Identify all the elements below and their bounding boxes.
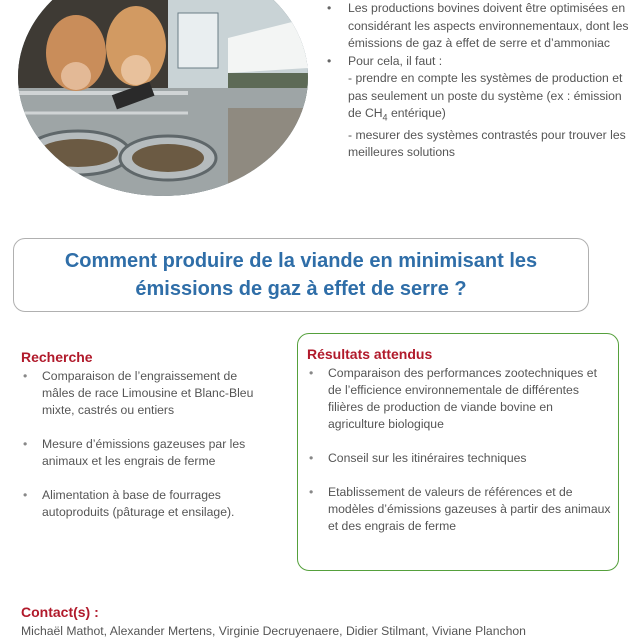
bullet-icon: • [327, 1, 332, 15]
bullet-icon: • [309, 366, 314, 380]
bullet-icon: • [23, 437, 28, 451]
resultats-item: • Comparaison des performances zootechniques et de l’efficience environnementale de différentes filières de production de viande bovine en agriculture biologique [309, 366, 597, 431]
intro-bullet-1: • Les productions bovines doivent être optimisées en considérant les aspects environnementaux, dont les émissions de gaz à effet de serre et d’ammoniac [327, 1, 629, 50]
recherche-section [21, 349, 266, 538]
resultats-section [307, 346, 612, 552]
intro-text [320, 0, 630, 162]
question-text: Comment produire de la viande en minimisant les émissions de gaz à effet de serre ? [64, 250, 538, 300]
contact-title: Contact(s) : [21, 604, 99, 620]
bullet-icon: • [309, 485, 314, 499]
cattle-barn-photo [18, 0, 308, 196]
recherche-title: Recherche [21, 349, 93, 365]
bullet-icon: • [327, 53, 332, 68]
resultats-item: • Etablissement de valeurs de références et de modèles d’émissions gazeuses à partir des animaux et des engrais de ferme [309, 485, 611, 533]
contact-names: Michaël Mathot, Alexander Mertens, Virginie Decruyenaere, Didier Stilmant, Viviane Planchon [21, 624, 526, 638]
recherche-item: • Comparaison de l’engraissement de mâles de race Limousine et Blanc-Bleu mixte, castrés ou entiers [23, 369, 254, 417]
resultats-item: • Conseil sur les itinéraires techniques [309, 451, 527, 465]
intro-sub-1: - prendre en compte les systèmes de production et pas seulement un poste du système (ex : émission de $CH_4$ entérique) [348, 71, 623, 123]
bullet-icon: • [23, 369, 28, 383]
intro-sub-2: - mesurer des systèmes contrastés pour trouver les meilleures solutions [348, 127, 626, 160]
resultats-title: Résultats attendus [307, 346, 433, 362]
bullet-icon: • [309, 451, 314, 465]
recherche-item: • Mesure d’émissions gazeuses par les animaux et les engrais de ferme [23, 437, 246, 468]
bullet-icon: • [23, 488, 28, 502]
intro-bullet-2: • Pour cela, il faut : [320, 53, 630, 71]
question-box [13, 238, 589, 312]
recherche-item: • Alimentation à base de fourrages autoproduits (pâturage et ensilage). [23, 488, 235, 519]
